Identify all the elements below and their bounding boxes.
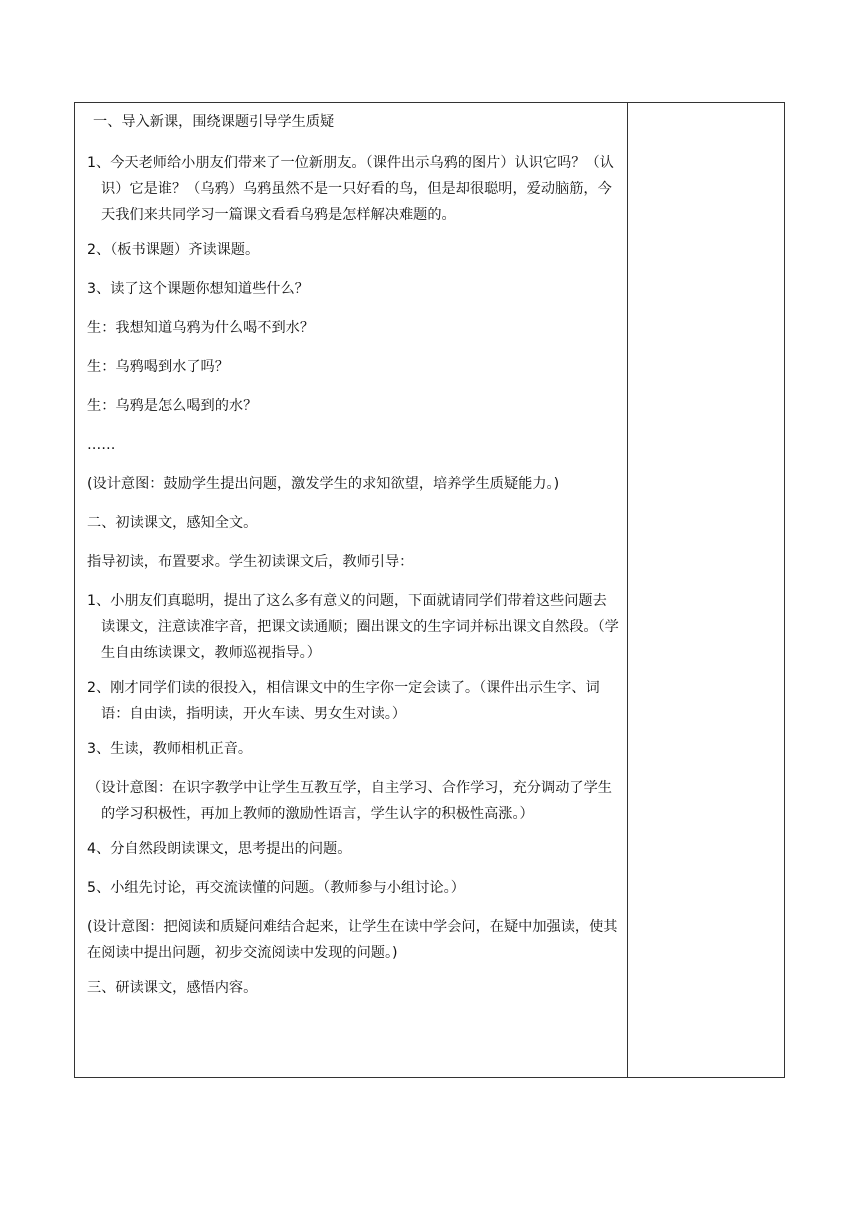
- reading-step-4: 4、分自然段朗读课文，思考提出的问题。: [87, 841, 352, 857]
- lesson-plan-table: [74, 102, 785, 1078]
- reading-step-2: 2、刚才同学们读的很投入，相信课文中的生字你一定会读了。（课件出示生字、词语：自由读，指明读，开火车读、男女生对读。）: [87, 680, 600, 722]
- section-heading-import: 一、导入新课，围绕课题引导学生质疑: [93, 114, 335, 130]
- design-intent-2: （设计意图：在识字教学中让学生互教互学，自主学习、合作学习，充分调动了学生的学习积极性，再加上教师的激励性语言，学生认字的积极性高涨。）: [87, 780, 612, 822]
- student-answer-2: 生：乌鸦喝到水了吗？: [87, 359, 229, 375]
- reading-step-5: 5、小组先讨论，再交流读懂的问题。（教师参与小组讨论。）: [87, 880, 465, 896]
- student-answer-3: 生：乌鸦是怎么喝到的水？: [87, 398, 258, 414]
- section-heading-first-reading: 二、初读课文，感知全文。: [87, 515, 258, 531]
- paragraph-item-3: 3、读了这个课题你想知道些什么？: [87, 281, 309, 297]
- student-answer-1: 生：我想知道乌鸦为什么喝不到水？: [87, 320, 315, 336]
- section-heading-study: 三、研读课文，感悟内容。: [87, 980, 258, 996]
- design-intent-3: (设计意图：把阅读和质疑问难结合起来，让学生在读中学会问，在疑中加强读，使其在阅读中提出问题，初步交流阅读中发现的问题。): [87, 919, 618, 961]
- guidance-intro: 指导初读，布置要求。学生初读课文后，教师引导：: [87, 554, 414, 570]
- reading-step-3: 3、生读，教师相机正音。: [87, 741, 253, 757]
- paragraph-item-1: 1、今天老师给小朋友们带来了一位新朋友。（课件出示乌鸦的图片）认识它吗？（认识）它是谁？（乌鸦）乌鸦虽然不是一只好看的鸟，但是却很聪明，爱动脑筋，今天我们来共同学习一篇课文看看乌鸦是怎样解决难题的。: [87, 155, 614, 223]
- lesson-content-cell: [87, 109, 619, 1014]
- paragraph-item-2: 2、（板书课题）齐读课题。: [87, 242, 260, 258]
- notes-column-cell: [628, 103, 784, 1077]
- reading-step-1: 1、小朋友们真聪明，提出了这么多有意义的问题，下面就请同学们带着这些问题去读课文，注意读准字音，把课文读通顺；圈出课文的生字词并标出课文自然段。（学生自由练读课文，教师巡视指导。）: [87, 593, 619, 661]
- design-intent-1: (设计意图：鼓励学生提出问题，激发学生的求知欲望，培养学生质疑能力。): [87, 476, 560, 492]
- ellipsis-line: ……: [87, 437, 116, 453]
